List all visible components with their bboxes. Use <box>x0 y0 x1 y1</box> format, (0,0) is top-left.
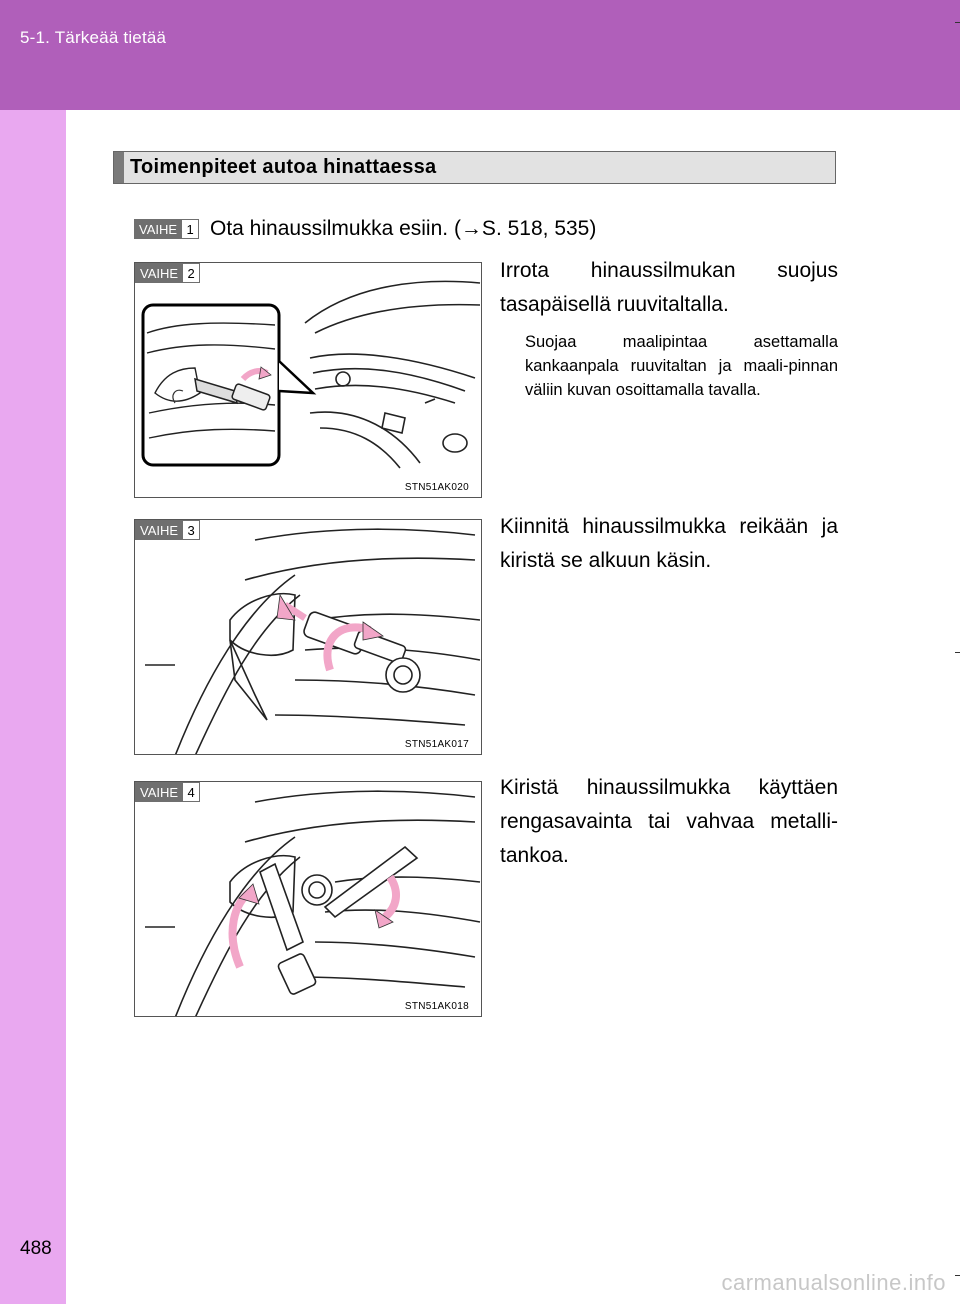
wrench-illustration <box>135 782 482 1017</box>
step-badge-4 <box>135 782 200 802</box>
heading-text: Toimenpiteet autoa hinattaessa <box>130 156 437 178</box>
step-2-note: Suojaa maalipintaa asettamalla kankaanpala ruuvitaltan ja maali-pinnan väliin kuvan osoittamalla tavalla. <box>525 333 838 399</box>
step-word: VAIHE <box>135 263 183 283</box>
figure-code: STN51AK018 <box>404 1001 469 1012</box>
figure-code: STN51AK017 <box>404 739 469 750</box>
car-front-illustration <box>135 263 482 498</box>
step-4-text: Kiristä hinaussilmukka käyttäen rengasavainta tai vahvaa metalli-tankoa. <box>500 776 838 867</box>
step-word: VAIHE <box>134 219 182 239</box>
crop-mark <box>955 652 960 653</box>
step-badge-1 <box>134 219 199 239</box>
step-badge-3 <box>135 520 200 540</box>
figure-code: STN51AK020 <box>404 482 469 493</box>
step-3-text: Kiinnitä hinaussilmukka reikään ja kiristä se alkuun käsin. <box>500 515 838 572</box>
watermark: carmanualsonline.info <box>721 1270 946 1295</box>
header-bar <box>0 0 960 110</box>
towing-eye-illustration <box>135 520 482 755</box>
crop-mark <box>955 1275 960 1276</box>
step-2-text: Irrota hinaussilmukan suojus tasapäisellä ruuvitaltalla. <box>500 259 838 316</box>
page-number: 488 <box>20 1238 52 1259</box>
heading-accent-bar <box>114 152 124 183</box>
step-number: 1 <box>182 219 199 239</box>
figure-step-4 <box>134 781 482 1017</box>
step-number: 4 <box>183 782 200 802</box>
crop-mark <box>955 22 960 23</box>
figure-step-2 <box>134 262 482 498</box>
step-word: VAIHE <box>135 782 183 802</box>
section-label: 5-1. Tärkeää tietää <box>20 28 167 47</box>
side-tab <box>0 110 66 1304</box>
step-word: VAIHE <box>135 520 183 540</box>
figure-step-3 <box>134 519 482 755</box>
step-number: 3 <box>183 520 200 540</box>
section-heading <box>113 151 836 184</box>
step-badge-2 <box>135 263 200 283</box>
step-1-text: Ota hinaussilmukka esiin. (→S. 518, 535) <box>210 217 597 240</box>
step-number: 2 <box>183 263 200 283</box>
